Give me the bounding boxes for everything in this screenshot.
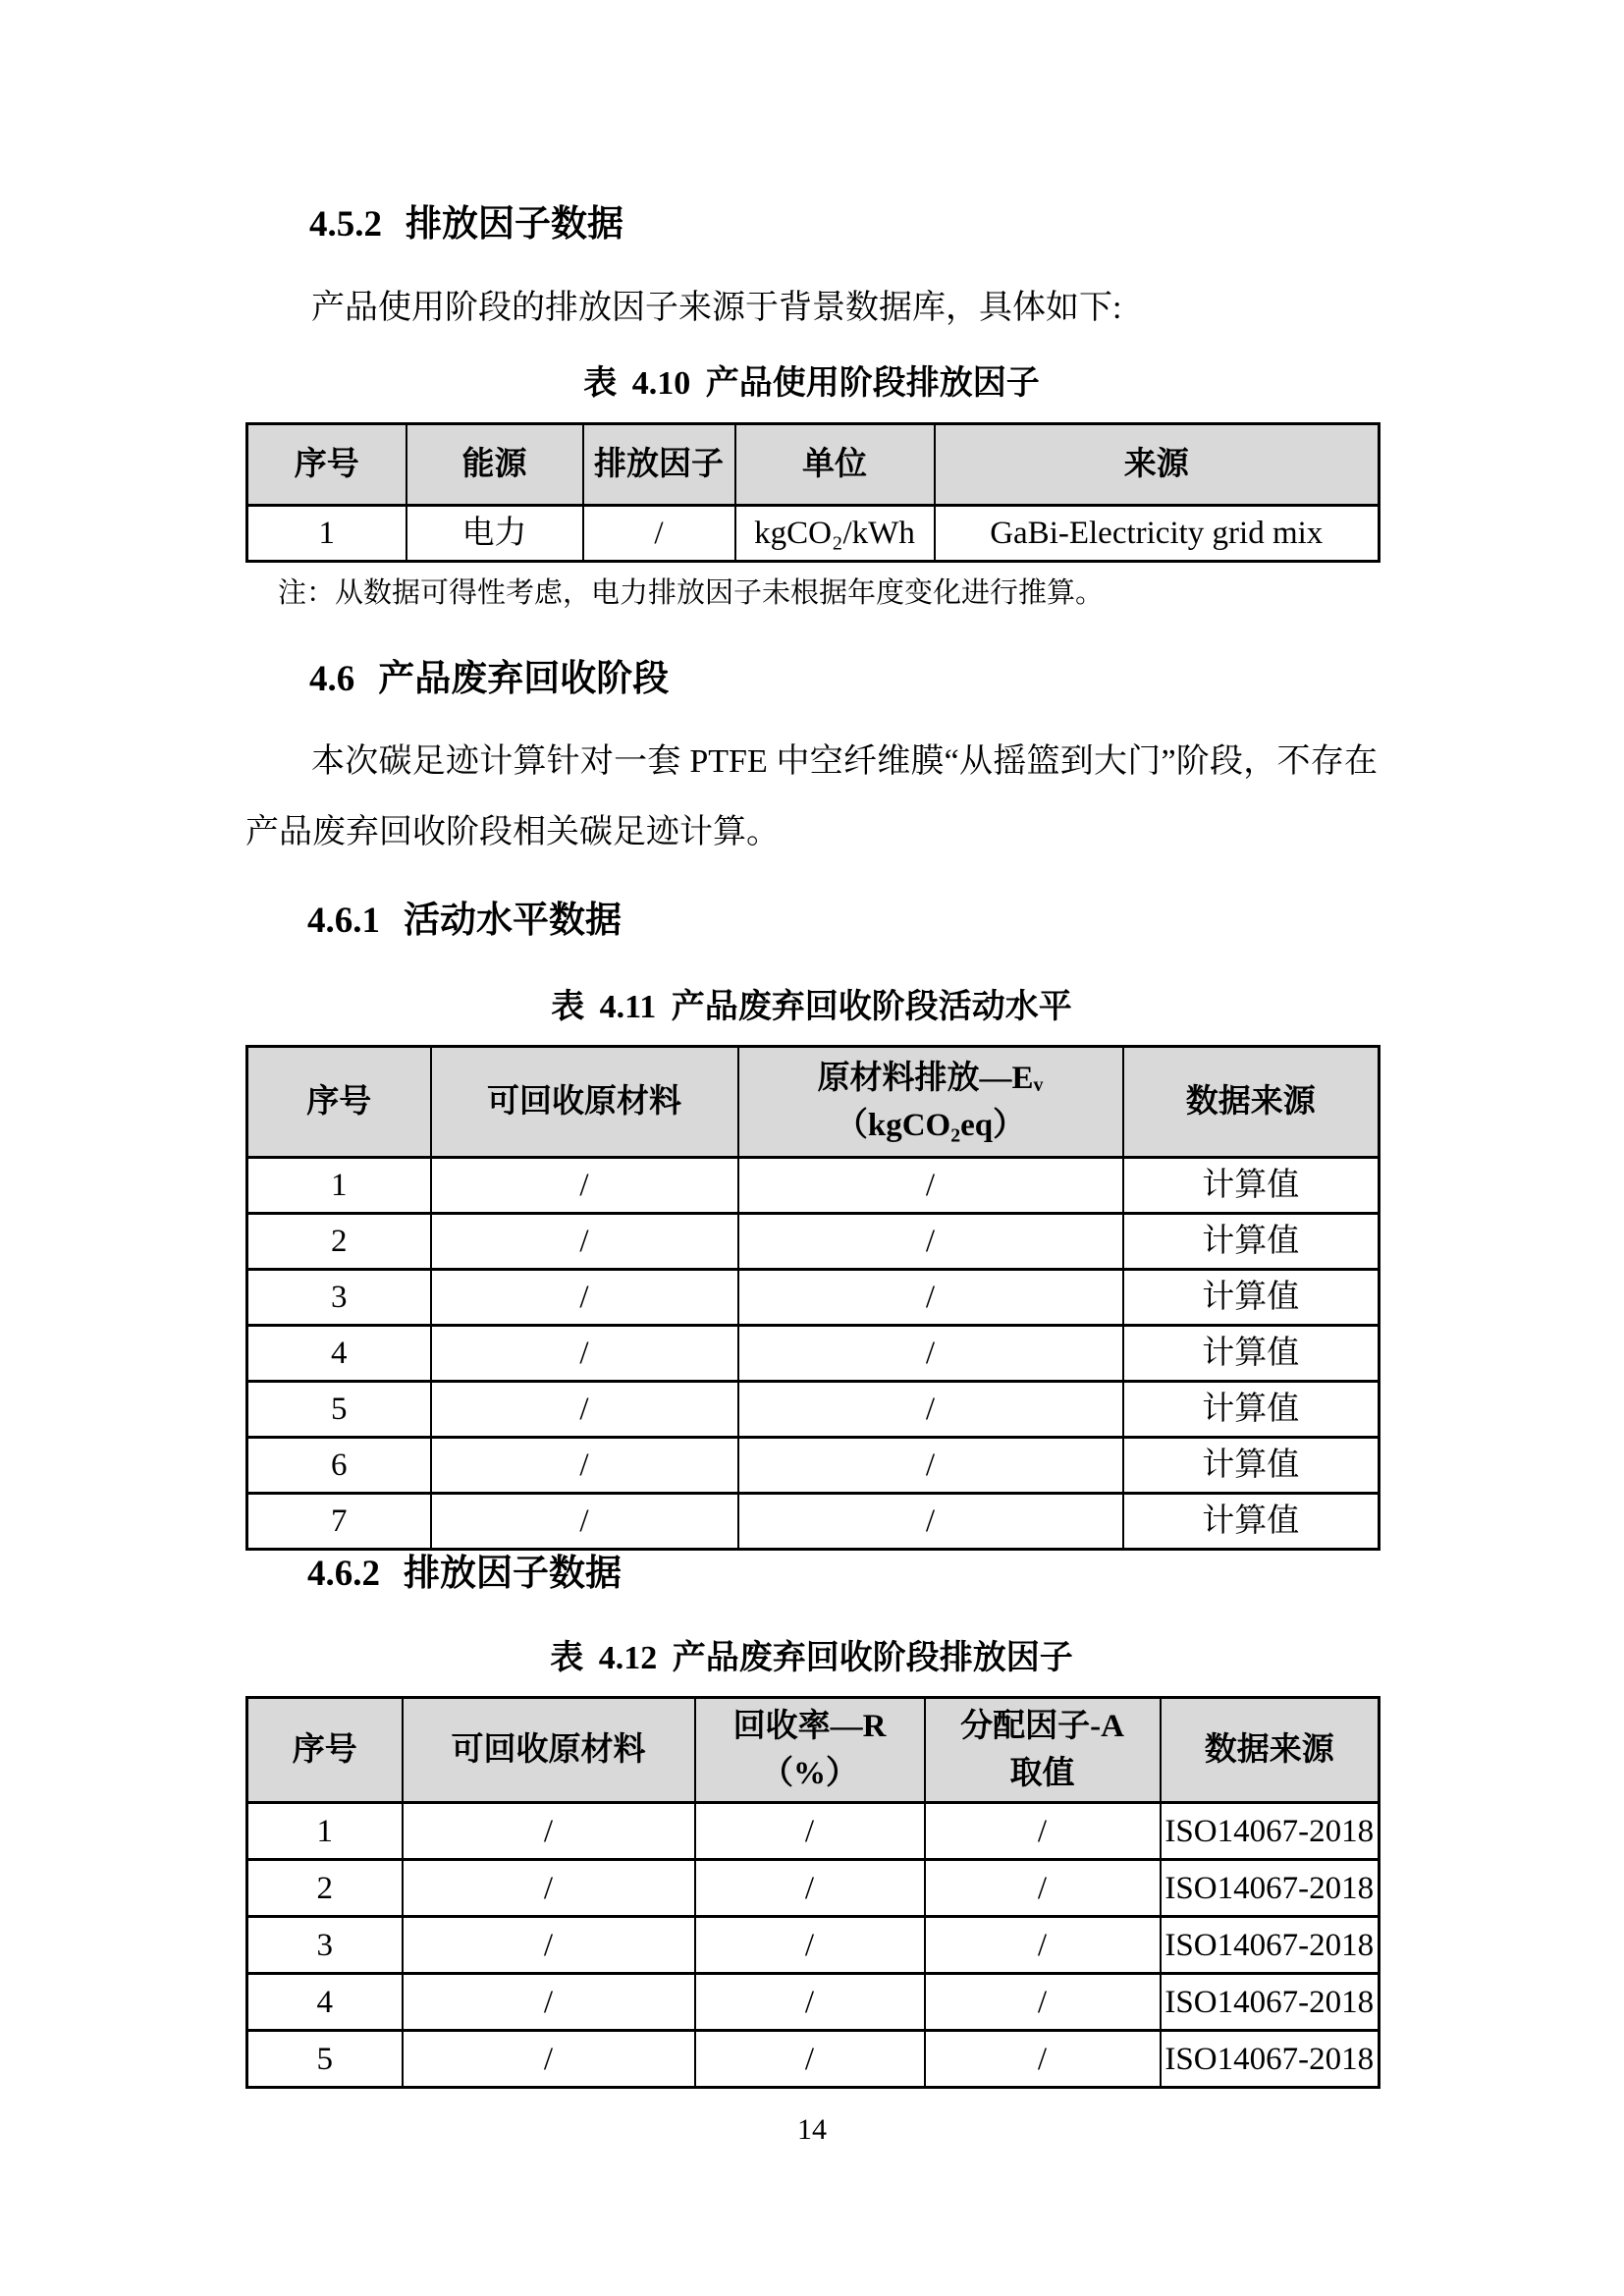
section-title: 产品废弃回收阶段 (378, 659, 670, 699)
table-cell: / (431, 1270, 738, 1326)
table-cell: / (738, 1438, 1123, 1494)
header-line: （kgCO₂eq） (835, 1108, 1026, 1143)
table-header-row (247, 1698, 1380, 1803)
table-cell: ISO14067-2018 (1161, 1860, 1380, 1917)
section-number: 4.6.2 (307, 1554, 380, 1594)
table-cell: / (431, 1158, 738, 1214)
table-cell: / (403, 1917, 695, 1974)
table-cell: / (695, 1803, 925, 1860)
table-cell: / (925, 1803, 1161, 1860)
page-number: 14 (797, 2113, 827, 2146)
table-cell: / (431, 1214, 738, 1270)
table-cell: / (695, 1917, 925, 1974)
section-heading-4-6-2 (307, 1555, 622, 1594)
table-row (247, 1860, 1380, 1917)
header-cell-allocation-factor (925, 1698, 1161, 1803)
table-cell: 计算值 (1123, 1270, 1380, 1326)
table-row (247, 506, 1380, 562)
header-line: 回收率—R (732, 1709, 887, 1744)
header-cell-recyclable-material: 可回收原材料 (431, 1047, 738, 1158)
header-line: 取值 (1009, 1756, 1075, 1791)
header-cell-data-source: 数据来源 (1123, 1047, 1380, 1158)
table-cell: 7 (247, 1494, 431, 1550)
section-number: 4.6.1 (307, 901, 380, 941)
table-row (247, 1917, 1380, 1974)
table-cell: 3 (247, 1270, 431, 1326)
table-row (247, 1438, 1380, 1494)
table-cell: / (403, 2031, 695, 2088)
header-cell-material-emission-ev (738, 1047, 1123, 1158)
table-cell: GaBi-Electricity grid mix (935, 506, 1380, 562)
table-row (247, 1494, 1380, 1550)
table-cell: / (431, 1494, 738, 1550)
table-cell: 计算值 (1123, 1438, 1380, 1494)
header-cell-unit: 单位 (735, 424, 935, 506)
table-cell: / (695, 1860, 925, 1917)
header-line: （%） (761, 1756, 858, 1791)
table-cell: 计算值 (1123, 1382, 1380, 1438)
table-cell: / (695, 2031, 925, 2088)
table-4-11-caption: 表 4.11 产品废弃回收阶段活动水平 (551, 989, 1072, 1025)
table-cell: / (431, 1438, 738, 1494)
table-cell: 3 (247, 1917, 403, 1974)
paragraph-use-stage: 产品使用阶段的排放因子来源于背景数据库，具体如下: (311, 290, 1122, 326)
section-title: 活动水平数据 (404, 901, 622, 941)
table-cell: / (403, 1860, 695, 1917)
table-cell: / (925, 1974, 1161, 2031)
table-row (247, 1803, 1380, 1860)
table-header-row (247, 1047, 1380, 1158)
table-cell: ISO14067-2018 (1161, 2031, 1380, 2088)
table-4-10-use-stage-emission-factors (245, 422, 1380, 563)
table-4-12-recycle-emission-factors (245, 1696, 1380, 2089)
table-cell: / (403, 1803, 695, 1860)
table-cell: 1 (247, 506, 406, 562)
header-cell-recovery-rate (695, 1698, 925, 1803)
table-cell: 电力 (406, 506, 583, 562)
table-cell: 1 (247, 1158, 431, 1214)
header-cell-seq: 序号 (247, 1698, 403, 1803)
section-heading-4-6-1 (307, 902, 622, 941)
table-cell: kgCO₂/kWh (735, 506, 935, 562)
section-title: 排放因子数据 (404, 1554, 622, 1594)
table-row (247, 1382, 1380, 1438)
section-heading-4-6 (309, 660, 669, 699)
table-4-11-recycle-activity-level (245, 1045, 1380, 1551)
table-cell: / (738, 1494, 1123, 1550)
header-cell-emission-factor: 排放因子 (583, 424, 735, 506)
header-cell-energy: 能源 (406, 424, 583, 506)
table-row (247, 2031, 1380, 2088)
header-cell-source: 来源 (935, 424, 1380, 506)
table-cell: 计算值 (1123, 1494, 1380, 1550)
table-cell: / (738, 1326, 1123, 1382)
table-cell: / (431, 1326, 738, 1382)
table-header-row (247, 424, 1380, 506)
table-cell: ISO14067-2018 (1161, 1974, 1380, 2031)
table-row (247, 1974, 1380, 2031)
table-cell: / (431, 1382, 738, 1438)
table-4-10-note: 注：从数据可得性考虑，电力排放因子未根据年度变化进行推算。 (278, 577, 1105, 609)
table-cell: 4 (247, 1974, 403, 2031)
table-4-10-caption: 表 4.10 产品使用阶段排放因子 (583, 365, 1040, 402)
paragraph-recycle-line2: 产品废弃回收阶段相关碳足迹计算。 (245, 814, 780, 850)
table-cell: 6 (247, 1438, 431, 1494)
table-cell: / (583, 506, 735, 562)
section-number: 4.6 (309, 659, 355, 699)
table-row (247, 1326, 1380, 1382)
table-cell: ISO14067-2018 (1161, 1917, 1380, 1974)
table-4-12-caption: 表 4.12 产品废弃回收阶段排放因子 (550, 1640, 1073, 1676)
table-row (247, 1214, 1380, 1270)
section-heading-4-5-2 (309, 205, 623, 245)
section-title: 排放因子数据 (406, 204, 623, 245)
table-cell: 2 (247, 1860, 403, 1917)
table-cell: 2 (247, 1214, 431, 1270)
table-cell: 5 (247, 2031, 403, 2088)
table-row (247, 1158, 1380, 1214)
header-line: 原材料排放—Eᵥ (817, 1061, 1044, 1096)
table-cell: / (403, 1974, 695, 2031)
table-cell: 5 (247, 1382, 431, 1438)
table-cell: 计算值 (1123, 1326, 1380, 1382)
table-cell: / (738, 1214, 1123, 1270)
table-cell: / (925, 1917, 1161, 1974)
table-cell: / (738, 1382, 1123, 1438)
table-cell: 计算值 (1123, 1214, 1380, 1270)
table-cell: 1 (247, 1803, 403, 1860)
header-cell-seq: 序号 (247, 1047, 431, 1158)
header-line: 分配因子-A (960, 1709, 1124, 1744)
table-cell: 计算值 (1123, 1158, 1380, 1214)
header-cell-seq: 序号 (247, 424, 406, 506)
header-cell-data-source: 数据来源 (1161, 1698, 1380, 1803)
table-cell: / (695, 1974, 925, 2031)
table-cell: / (925, 1860, 1161, 1917)
table-cell: / (738, 1270, 1123, 1326)
header-cell-recyclable-material: 可回收原材料 (403, 1698, 695, 1803)
table-row (247, 1270, 1380, 1326)
table-cell: / (925, 2031, 1161, 2088)
table-cell: 4 (247, 1326, 431, 1382)
table-cell: ISO14067-2018 (1161, 1803, 1380, 1860)
paragraph-recycle-line1: 本次碳足迹计算针对一套 PTFE 中空纤维膜“从摇篮到大门”阶段，不存在 (311, 743, 1378, 780)
section-number: 4.5.2 (309, 204, 382, 245)
table-cell: / (738, 1158, 1123, 1214)
